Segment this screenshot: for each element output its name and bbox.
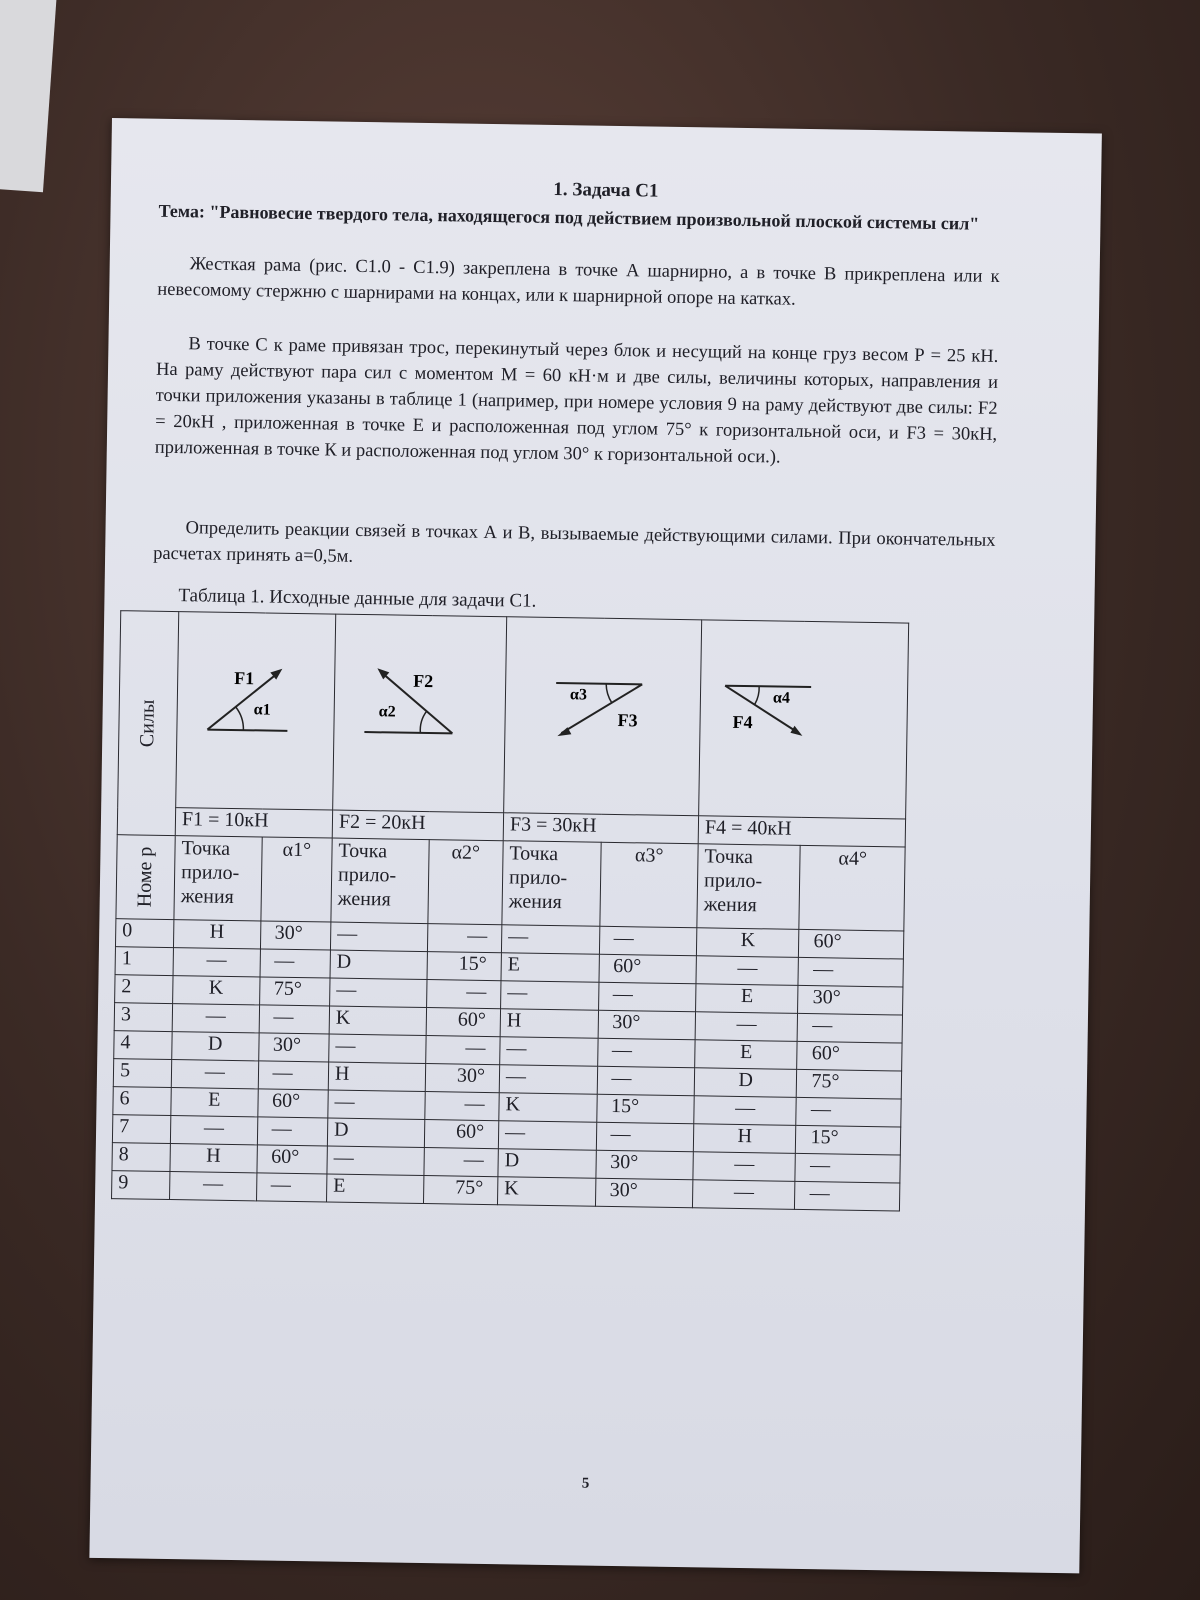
point-cell: E [696, 984, 799, 1014]
point-cell: E [171, 1088, 258, 1117]
point-cell: H [500, 1009, 598, 1039]
angle-cell: 30° [595, 1178, 693, 1208]
angle-cell: 30° [258, 1033, 329, 1062]
document-sheet [89, 118, 1101, 1573]
angle-cell: — [256, 1173, 327, 1202]
point-cell: — [330, 978, 427, 1008]
point-cell: H [693, 1124, 796, 1154]
row-number-cell: 5 [113, 1059, 171, 1088]
point-cell: H [170, 1144, 257, 1173]
angle-cell: 60° [797, 1041, 902, 1071]
angle-cell: — [423, 1148, 498, 1177]
point-cell: D [694, 1068, 797, 1098]
point-cell: — [171, 1060, 258, 1089]
point-cell: — [327, 1146, 424, 1176]
point-header-3: Точка прило- жения [502, 841, 601, 927]
angle-cell: — [424, 1092, 499, 1121]
angle-cell: 60° [256, 1145, 327, 1174]
point-cell: — [328, 1090, 425, 1120]
point-cell: D [327, 1118, 424, 1148]
angle-cell: — [597, 1066, 695, 1096]
angle-header-4: α4° [799, 845, 905, 931]
angle-cell: — [259, 1005, 330, 1034]
alpha2-label: α2 [378, 702, 396, 721]
angle-cell: — [425, 1036, 500, 1065]
row-number-cell: 3 [114, 1003, 172, 1032]
table-caption: Таблица 1. Исходные данные для задачи С1. [178, 585, 537, 612]
angle-cell: 30° [425, 1064, 500, 1093]
row-number-cell: 6 [113, 1087, 171, 1116]
force3-value: F3 = 30кН [503, 813, 698, 844]
row-number-cell: 8 [112, 1143, 170, 1172]
angle-cell: 15° [796, 1125, 901, 1155]
number-header: Номе р [133, 846, 157, 908]
page-number: 5 [581, 1475, 590, 1492]
column-header-row [116, 835, 905, 931]
force4-diagram [700, 655, 908, 778]
point-cell: H [328, 1062, 425, 1092]
point-cell: — [499, 1065, 597, 1095]
angle-cell: — [599, 926, 697, 956]
angle-cell: 60° [257, 1089, 328, 1118]
angle-cell: — [258, 1061, 329, 1090]
forces-header: Силы [136, 699, 159, 748]
angle-cell: 75° [797, 1069, 902, 1099]
angle-cell: — [795, 1153, 900, 1183]
point-cell: — [694, 1096, 797, 1126]
forces-header-cell [117, 611, 179, 836]
angle-cell: 15° [427, 952, 502, 981]
angle-header-1: α1° [260, 837, 332, 922]
force3-label: F3 [617, 709, 638, 730]
force2-value: F2 = 20кН [332, 810, 503, 841]
angle-cell: — [798, 1013, 903, 1043]
point-cell: E [326, 1174, 423, 1204]
row-number-cell: 1 [115, 947, 173, 976]
force2-diagram-cell [333, 614, 507, 813]
point-cell: — [498, 1121, 596, 1151]
force1-diagram [177, 647, 335, 769]
row-number-cell: 7 [112, 1115, 170, 1144]
point-cell: E [501, 953, 599, 983]
angle-cell: 15° [596, 1094, 694, 1124]
angle-cell: — [795, 1181, 900, 1211]
angle-cell: — [257, 1117, 328, 1146]
paragraph-1: Жесткая рама (рис. С1.0 - С1.9) закреплена в точке А шарнирно, а в точке В прикреплена или к невесомому стержню с шарнирами на концах, или к шарнирной опоре на катках. [157, 254, 1000, 310]
point-cell: K [173, 976, 260, 1005]
angle-header-3: α3° [599, 842, 698, 928]
alpha3-label: α3 [569, 685, 588, 704]
point-cell: — [692, 1180, 795, 1210]
force4-diagram-cell [699, 620, 909, 819]
force1-value: F1 = 10кН [175, 808, 332, 838]
alpha4-label: α4 [772, 688, 791, 707]
force2-label: F2 [413, 670, 434, 691]
point-cell: — [500, 1037, 598, 1067]
force3-diagram [505, 652, 701, 775]
point-cell: D [330, 950, 427, 980]
force1-label: F1 [234, 667, 255, 688]
point-cell: K [329, 1006, 426, 1036]
paragraph-3: Определить реакции связей в точках А и В, вызываемые действующими силами. При окончательных расчетах принять а=0,5м. [153, 518, 996, 567]
row-number-cell: 2 [115, 975, 173, 1004]
point-cell: K [499, 1093, 597, 1123]
angle-cell: 30° [595, 1150, 693, 1180]
force1-diagram-cell [176, 612, 336, 810]
angle-cell: 60° [426, 1008, 501, 1037]
alpha1-label: α1 [253, 700, 271, 719]
angle-cell: — [798, 957, 903, 987]
angle-cell: 75° [259, 977, 330, 1006]
point-cell: — [696, 956, 799, 986]
angle-cell: — [260, 949, 331, 978]
angle-cell: 30° [598, 1010, 696, 1040]
point-cell: K [497, 1177, 595, 1207]
angle-cell: 60° [799, 929, 904, 959]
force4-value: F4 = 40кН [698, 816, 905, 847]
angle-cell: — [796, 1097, 901, 1127]
angle-cell: 75° [423, 1176, 498, 1205]
point-cell: D [498, 1149, 596, 1179]
point-cell: D [172, 1032, 259, 1061]
point-cell: — [172, 1004, 259, 1033]
angle-cell: 60° [598, 954, 696, 984]
row-number-cell: 0 [115, 919, 173, 948]
point-cell: — [501, 981, 599, 1011]
number-header-cell [116, 835, 175, 920]
angle-cell: 60° [424, 1120, 499, 1149]
table-body [112, 919, 904, 1211]
angle-header-2: α2° [427, 840, 503, 925]
point-header-1: Точка прило- жения [174, 836, 262, 921]
point-cell: K [696, 928, 799, 958]
point-cell: — [695, 1012, 798, 1042]
angle-cell: 30° [798, 985, 903, 1015]
point-header-4: Точка прило- жения [697, 844, 801, 930]
point-cell: — [170, 1116, 257, 1145]
document-title: 1. Задача С1 [553, 178, 659, 202]
angle-cell: — [427, 924, 502, 953]
force3-diagram-cell [504, 617, 702, 816]
force2-diagram [334, 649, 506, 772]
point-cell: E [695, 1040, 798, 1070]
angle-cell: — [598, 982, 696, 1012]
point-cell: — [173, 948, 260, 977]
angle-cell: — [596, 1122, 694, 1152]
point-cell: H [173, 920, 260, 949]
point-cell: — [329, 1034, 426, 1064]
row-number-cell: 4 [114, 1031, 172, 1060]
angle-cell: 30° [260, 921, 331, 950]
force4-label: F4 [732, 711, 753, 732]
document-topic: Тема: "Равновесие твердого тела, находящегося под действием произвольной плоской системы сил" [158, 200, 980, 234]
row-number-cell: 9 [112, 1171, 170, 1200]
point-header-2: Точка прило- жения [331, 838, 429, 924]
data-table [111, 610, 909, 1211]
paragraph-2: В точке С к раме привязан трос, перекинутый через блок и несущий на конце груз весом Р = 25 кН. На раму действуют пара сил с моментом М = 60 кН·м и две силы, величины которых, направления и точки приложения указаны в таблице 1 (например, при номере условия 9 на раму действуют две силы: F2 = 20кН , приложенная в точке Е и расположенная под углом 75° к горизонтальной оси, и F3 = 30кН, приложенная в точке К и расположенная под углом 30° к горизонтальной оси.). [154, 334, 999, 468]
diagram-row [118, 611, 909, 819]
angle-cell: — [597, 1038, 695, 1068]
angle-cell: — [426, 980, 501, 1009]
point-cell: — [501, 925, 599, 955]
point-cell: — [693, 1152, 796, 1182]
point-cell: — [330, 922, 427, 952]
point-cell: — [170, 1172, 257, 1201]
